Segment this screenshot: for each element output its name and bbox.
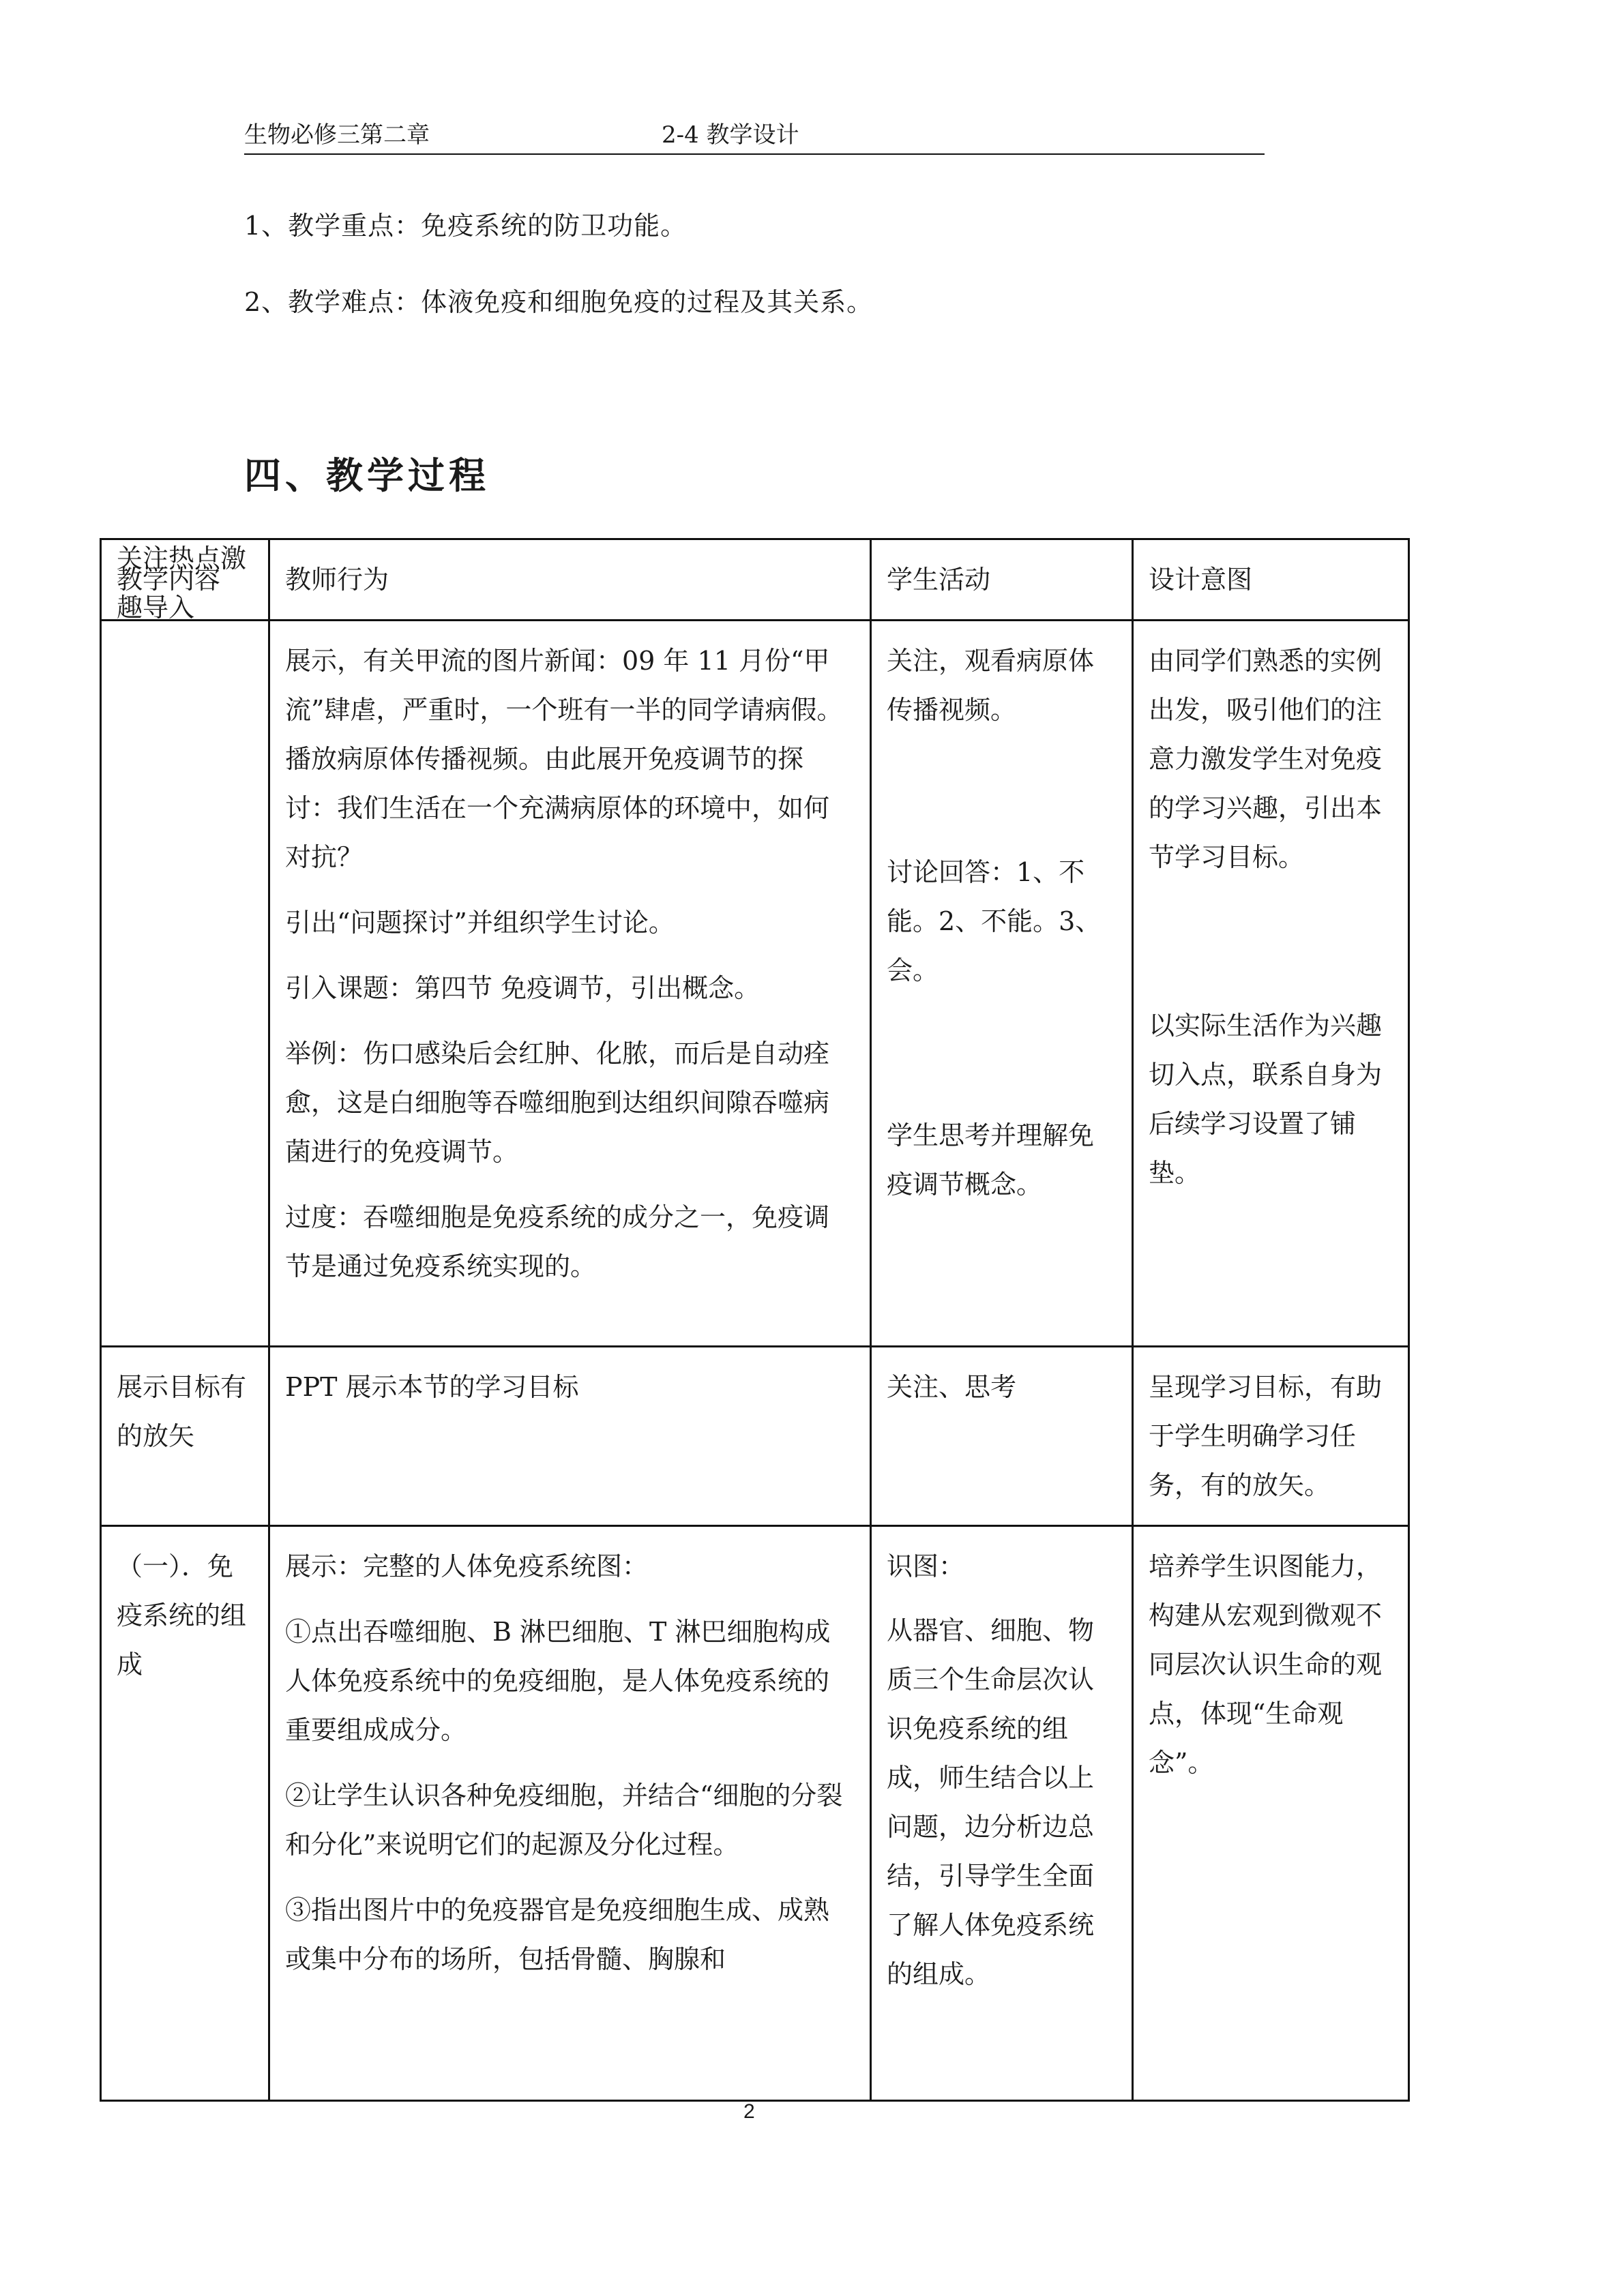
table-header-row	[101, 539, 1409, 621]
header-cell-student: 学生活动	[871, 539, 1133, 621]
row1-teacher-p4: 举例：伤口感染后会红肿、化脓，而后是自动痊愈，这是白细胞等吞噬细胞到达组织间隙吞噬病菌进行的免疫调节。	[285, 1039, 830, 1167]
row1-teacher-p5: 过度：吞噬细胞是免疫系统的成分之一，免疫调节是通过免疫系统实现的。	[285, 1202, 830, 1281]
row2-intent: 呈现学习目标，有助于学生明确学习任务，有的放矢。	[1133, 1347, 1409, 1526]
teaching-focus: 1、教学重点：免疫系统的防卫功能。	[244, 211, 688, 241]
row1-teacher-p3: 引入课题：第四节 免疫调节，引出概念。	[285, 973, 761, 1003]
header-title: 2-4 教学设计	[662, 121, 799, 149]
row1-intent-cell	[1133, 621, 1409, 1347]
table-row	[101, 1526, 1409, 2101]
row1-student-p1: 关注，观看病原体传播视频。	[887, 646, 1095, 725]
row1-student-p2: 讨论回答：1、不能。2、不能。3、会。	[887, 857, 1102, 985]
row2-content: 展示目标有的放矢	[101, 1347, 269, 1526]
row1-teacher-p1: 展示，有关甲流的图片新闻：09 年 11 月份“甲流”肆虐，严重时，一个班有一半的同学请病假。播放病原体传播视频。由此展开免疫调节的探讨：我们生活在一个充满病原体的环境中，如何对抗？	[285, 646, 843, 872]
row3-student-p1: 识图：	[887, 1551, 965, 1581]
row3-teacher-p1: 展示：完整的人体免疫系统图：	[285, 1551, 649, 1581]
row3-teacher-p3: ②让学生认识各种免疫细胞，并结合“细胞的分裂和分化”来说明它们的起源及分化过程。	[285, 1780, 843, 1860]
row1-student-p3: 学生思考并理解免疫调节概念。	[887, 1120, 1095, 1199]
row3-teacher-p2: ①点出吞噬细胞、B 淋巴细胞、T 淋巴细胞构成人体免疫系统中的免疫细胞，是人体免疫系统的重要组成成分。	[285, 1617, 831, 1745]
row1-teacher-cell	[269, 621, 871, 1347]
row3-student-p2: 从器官、细胞、物质三个生命层次认识免疫系统的组成，师生结合以上问题，边分析边总结，引导学生全面了解人体免疫系统的组成。	[887, 1615, 1095, 1989]
row3-intent: 培养学生识图能力，构建从宏观到微观不同层次认识生命的观点，体现“生命观念”。	[1133, 1526, 1409, 2101]
header-cell-content: 教学内容	[101, 539, 269, 621]
row1-teacher-p2: 引出“问题探讨”并组织学生讨论。	[285, 908, 675, 938]
page-number: 2	[743, 2100, 755, 2123]
row1-student-cell	[871, 621, 1133, 1347]
header-rule	[244, 153, 1265, 155]
row1-intent-p1: 由同学们熟悉的实例出发，吸引他们的注意力激发学生对免疫的学习兴趣，引出本节学习目标。	[1149, 646, 1383, 872]
table-row	[101, 1347, 1409, 1526]
row3-content: （一）．免疫系统的组成	[101, 1526, 269, 2101]
teaching-difficulty: 2、教学难点：体液免疫和细胞免疫的过程及其关系。	[244, 287, 874, 317]
teaching-process-table	[100, 538, 1410, 2102]
table-row	[101, 621, 1409, 1347]
row3-teacher-p4: ③指出图片中的免疫器官是免疫细胞生成、成熟或集中分布的场所，包括骨髓、胸腺和	[285, 1895, 830, 1974]
header-cell-teacher: 教师行为	[269, 539, 871, 621]
header-chapter: 生物必修三第二章	[244, 121, 430, 149]
row3-teacher-cell	[269, 1526, 871, 2101]
row2-teacher: PPT 展示本节的学习目标	[269, 1347, 871, 1526]
header-cell-intent: 设计意图	[1133, 539, 1409, 621]
row1-content: 关注热点激趣导入	[117, 543, 247, 623]
section-title: 四、教学过程	[244, 453, 490, 497]
row3-student-cell	[871, 1526, 1133, 2101]
row1-intent-p2: 以实际生活作为兴趣切入点，联系自身为后续学习设置了铺垫。	[1149, 1011, 1383, 1188]
row2-student: 关注、思考	[871, 1347, 1133, 1526]
